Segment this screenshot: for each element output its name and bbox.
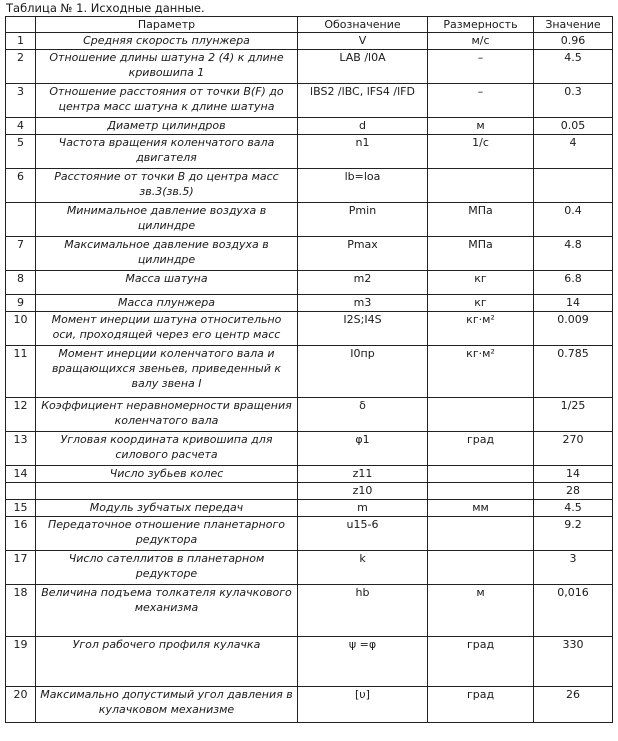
row-param: Коэффициент неравномерности вращения коленчатого вала — [36, 398, 298, 432]
row-value: 3 — [534, 551, 613, 585]
row-param: Число зубьев колес — [36, 466, 298, 483]
header-value: Значение — [534, 17, 613, 33]
row-num: 16 — [6, 517, 36, 551]
row-unit: м/с — [428, 33, 534, 50]
table-row — [6, 237, 613, 271]
row-num: 18 — [6, 585, 36, 637]
row-param: Число сателлитов в планетарном редукторе — [36, 551, 298, 585]
row-unit: град — [428, 637, 534, 687]
row-param: Передаточное отношение планетарного редуктора — [36, 517, 298, 551]
table-caption: Таблица № 1. Исходные данные. — [6, 1, 205, 15]
row-value: 4.5 — [534, 50, 613, 84]
row-param — [36, 483, 298, 500]
row-param: Диаметр цилиндров — [36, 118, 298, 135]
table-row — [6, 517, 613, 551]
row-symbol: u15-6 — [298, 517, 428, 551]
header-unit: Размерность — [428, 17, 534, 33]
row-num: 14 — [6, 466, 36, 483]
row-symbol: I2S;I4S — [298, 312, 428, 346]
row-param: Момент инерции коленчатого вала и вращающихся звеньев, приведенный к валу звена I — [36, 346, 298, 398]
row-num: 10 — [6, 312, 36, 346]
row-unit — [428, 483, 534, 500]
table-row — [6, 551, 613, 585]
table-row — [6, 500, 613, 517]
row-unit: 1/c — [428, 135, 534, 169]
row-param: Величина подъема толкателя кулачкового механизма — [36, 585, 298, 637]
table-row — [6, 398, 613, 432]
header-symbol: Обозначение — [298, 17, 428, 33]
row-symbol: m3 — [298, 295, 428, 312]
row-value: 4.5 — [534, 500, 613, 517]
row-param: Максимальное давление воздуха в цилиндре — [36, 237, 298, 271]
table-row — [6, 432, 613, 466]
row-value: 9.2 — [534, 517, 613, 551]
table-row — [6, 84, 613, 118]
row-value: 1/25 — [534, 398, 613, 432]
row-unit — [428, 466, 534, 483]
row-num: 12 — [6, 398, 36, 432]
row-param: Частота вращения коленчатого вала двигателя — [36, 135, 298, 169]
row-unit: – — [428, 84, 534, 118]
row-symbol: hb — [298, 585, 428, 637]
row-unit: – — [428, 50, 534, 84]
row-symbol: ψ =φ — [298, 637, 428, 687]
row-unit — [428, 398, 534, 432]
row-unit: МПа — [428, 203, 534, 237]
row-value: 0.785 — [534, 346, 613, 398]
row-value: 330 — [534, 637, 613, 687]
row-unit — [428, 551, 534, 585]
table-row — [6, 295, 613, 312]
row-param: Отношение длины шатуна 2 (4) к длине кривошипа 1 — [36, 50, 298, 84]
row-unit — [428, 517, 534, 551]
row-num: 6 — [6, 169, 36, 203]
table-row — [6, 637, 613, 687]
row-symbol: m2 — [298, 271, 428, 295]
row-value: 26 — [534, 687, 613, 723]
table-row — [6, 312, 613, 346]
row-param: Модуль зубчатых передач — [36, 500, 298, 517]
row-unit: кг·м² — [428, 312, 534, 346]
row-value: 270 — [534, 432, 613, 466]
row-value — [534, 169, 613, 203]
header-row — [6, 17, 613, 33]
row-symbol: V — [298, 33, 428, 50]
row-symbol: m — [298, 500, 428, 517]
row-symbol: lBS2 /lBC, lFS4 /lFD — [298, 84, 428, 118]
row-symbol: k — [298, 551, 428, 585]
row-value: 28 — [534, 483, 613, 500]
row-symbol: Pmax — [298, 237, 428, 271]
row-value: 14 — [534, 295, 613, 312]
row-unit: МПа — [428, 237, 534, 271]
row-num: 13 — [6, 432, 36, 466]
table-row — [6, 118, 613, 135]
row-symbol: d — [298, 118, 428, 135]
row-symbol: lb=loa — [298, 169, 428, 203]
row-unit: град — [428, 687, 534, 723]
row-param: Масса шатуна — [36, 271, 298, 295]
row-unit: мм — [428, 500, 534, 517]
table-row — [6, 585, 613, 637]
row-symbol: I0пр — [298, 346, 428, 398]
row-param: Минимальное давление воздуха в цилиндре — [36, 203, 298, 237]
row-num: 5 — [6, 135, 36, 169]
table-row — [6, 687, 613, 723]
row-param: Максимально допустимый угол давления в кулачковом механизме — [36, 687, 298, 723]
row-symbol: LAB /l0A — [298, 50, 428, 84]
row-param: Расстояние от точки B до центра масс зв.3(зв.5) — [36, 169, 298, 203]
row-symbol: n1 — [298, 135, 428, 169]
row-unit: кг — [428, 295, 534, 312]
row-num: 11 — [6, 346, 36, 398]
row-param: Момент инерции шатуна относительно оси, проходящей через его центр масс — [36, 312, 298, 346]
row-num: 17 — [6, 551, 36, 585]
row-value: 0.96 — [534, 33, 613, 50]
row-unit: град — [428, 432, 534, 466]
row-param: Угол рабочего профиля кулачка — [36, 637, 298, 687]
header-num — [6, 17, 36, 33]
row-value: 0.3 — [534, 84, 613, 118]
source-data-table — [5, 16, 613, 723]
row-num: 19 — [6, 637, 36, 687]
row-unit — [428, 169, 534, 203]
row-value: 0.009 — [534, 312, 613, 346]
row-symbol: φ1 — [298, 432, 428, 466]
header-param: Параметр — [36, 17, 298, 33]
table-row — [6, 169, 613, 203]
row-num: 2 — [6, 50, 36, 84]
row-param: Отношение расстояния от точки B(F) до центра масс шатуна к длине шатуна — [36, 84, 298, 118]
row-num: 3 — [6, 84, 36, 118]
row-value: 6.8 — [534, 271, 613, 295]
row-num: 8 — [6, 271, 36, 295]
row-unit: м — [428, 585, 534, 637]
row-value: 4.8 — [534, 237, 613, 271]
row-value: 0,016 — [534, 585, 613, 637]
table-row — [6, 50, 613, 84]
table-row — [6, 346, 613, 398]
table-row — [6, 271, 613, 295]
table-row — [6, 135, 613, 169]
row-symbol: Pmin — [298, 203, 428, 237]
row-num: 20 — [6, 687, 36, 723]
row-num: 7 — [6, 237, 36, 271]
row-value: 0.05 — [534, 118, 613, 135]
row-num: 1 — [6, 33, 36, 50]
row-symbol: δ — [298, 398, 428, 432]
row-param: Масса плунжера — [36, 295, 298, 312]
row-symbol: z10 — [298, 483, 428, 500]
table-row — [6, 483, 613, 500]
row-unit: м — [428, 118, 534, 135]
table-row — [6, 466, 613, 483]
row-value: 0.4 — [534, 203, 613, 237]
row-unit: кг·м² — [428, 346, 534, 398]
row-num: 15 — [6, 500, 36, 517]
row-num — [6, 483, 36, 500]
row-value: 14 — [534, 466, 613, 483]
row-symbol: z11 — [298, 466, 428, 483]
row-num: 9 — [6, 295, 36, 312]
row-value: 4 — [534, 135, 613, 169]
row-num — [6, 203, 36, 237]
table-row — [6, 33, 613, 50]
row-param: Угловая координата кривошипа для силового расчета — [36, 432, 298, 466]
row-unit: кг — [428, 271, 534, 295]
row-param: Средняя скорость плунжера — [36, 33, 298, 50]
row-num: 4 — [6, 118, 36, 135]
table-row — [6, 203, 613, 237]
row-symbol: [υ] — [298, 687, 428, 723]
